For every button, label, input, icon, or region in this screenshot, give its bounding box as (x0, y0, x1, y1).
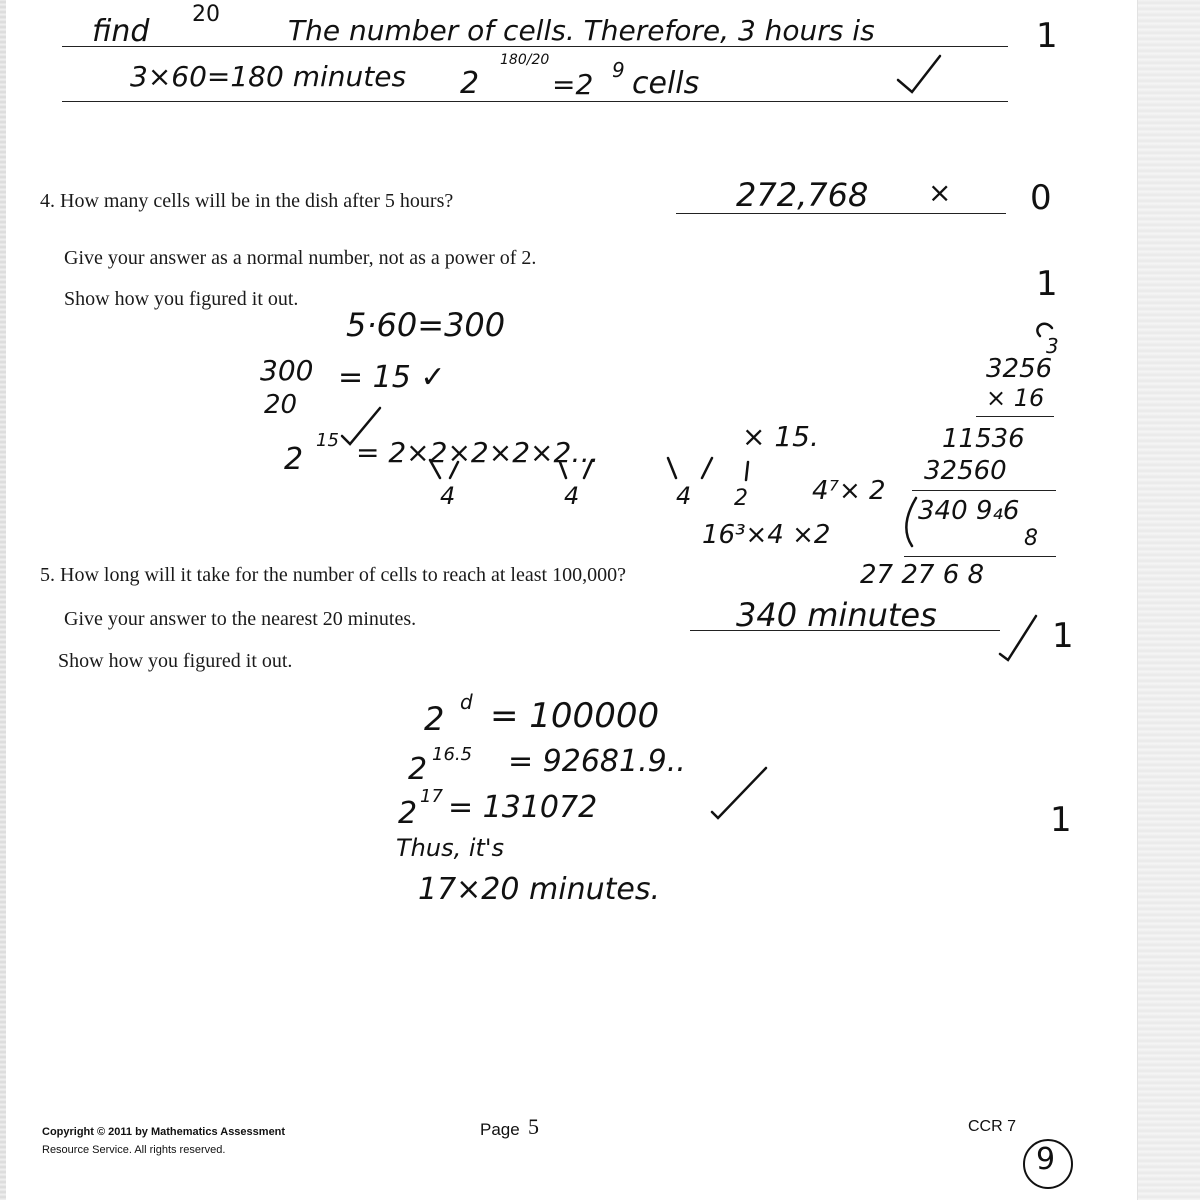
grouping-strokes-2 (668, 458, 748, 480)
q4-work-power-exp: 15 (316, 430, 339, 451)
q4-work-sum-b: 8 (1024, 526, 1038, 551)
form-code: CCR 7 (968, 1118, 1017, 1135)
check-mark-q5-work (712, 768, 766, 818)
q5-score-work: 1 (1050, 800, 1072, 840)
copyright-line-2: Resource Service. All rights reserved. (42, 1144, 226, 1156)
carryover-base: 2 (460, 66, 480, 101)
q5-work-line2-rest: = 92681.9.. (508, 744, 686, 779)
q4-work-group-2: 4 (564, 482, 580, 510)
q4-question: 4. How many cells will be in the dish after 5 hours? (40, 190, 454, 212)
q4-work-mult-carry: 3 (1046, 334, 1059, 358)
carryover-result: =2 (552, 68, 594, 101)
q4-work-frac-num: 300 (260, 354, 314, 387)
q4-work-line1: 5·60=300 (346, 306, 506, 344)
q5-work-line3-rest: = 131072 (448, 790, 598, 825)
carryover-calc: 3×60=180 minutes (130, 60, 407, 93)
q5-work-line1-exp: d (460, 690, 473, 714)
q4-work-power-base: 2 (284, 442, 304, 477)
carryover-statement: The number of cells. Therefore, 3 hours is (288, 14, 875, 47)
q5-work-line1-rest: = 100000 (490, 696, 660, 736)
q5-work-line2-base: 2 (408, 752, 428, 787)
q5-work-line5: 17×20 minutes. (418, 872, 660, 907)
q4-work-group-3: 4 (676, 482, 692, 510)
check-mark-carryover (898, 56, 940, 92)
carryover-note: 20 (192, 2, 220, 27)
grouping-strokes-1 (430, 460, 592, 478)
q5-work-line3-exp: 17 (420, 786, 443, 807)
page-number: 5 (528, 1114, 539, 1139)
q4-work-side-2: 16³×4 ×2 (702, 520, 831, 550)
q4-work-sum-result: 27 27 6 8 (860, 560, 985, 590)
q4-work-power-times: × 15. (742, 420, 819, 453)
check-mark-q4-exponent (342, 408, 380, 444)
q5-work-line3-base: 2 (398, 796, 418, 831)
q4-work-mult-top: 3256 (986, 354, 1053, 384)
carryover-result-exponent: 9 (612, 58, 625, 82)
q4-instruction-1: Give your answer as a normal number, not as a power of 2. (64, 247, 537, 269)
q4-work-mult-by: × 16 (986, 384, 1045, 412)
q5-question: 5. How long will it take for the number of cells to reach at least 100,000? (40, 564, 626, 586)
q4-work-frac-den: 20 (264, 390, 298, 420)
q4-work-group-1: 4 (440, 482, 456, 510)
q4-answer-mark: × (928, 176, 952, 209)
q4-work-power-expand: = 2×2×2×2×2… (356, 436, 600, 469)
q5-instruction-1: Give your answer to the nearest 20 minutes. (64, 608, 417, 630)
q5-answer: 340 minutes (736, 596, 937, 634)
q4-instruction-2: Show how you figured it out. (64, 288, 299, 310)
q4-score-answer: 0 (1030, 178, 1052, 218)
q4-work-frac-result: = 15 ✓ (338, 360, 446, 395)
q5-score-answer: 1 (1052, 616, 1074, 656)
q4-work-sum-a: 340 9₄6 (918, 496, 1020, 526)
page-label: Page (480, 1120, 520, 1139)
q5-work-line4: Thus, it's (396, 834, 505, 862)
check-mark-q5-answer (1000, 616, 1036, 660)
carryover-score: 1 (1036, 16, 1058, 56)
q4-score-work: 1 (1036, 264, 1058, 304)
arrow-squiggle (1037, 324, 1052, 336)
q4-work-mult-p1: 11536 (942, 424, 1025, 454)
carryover-exponent: 180/20 (500, 52, 550, 68)
q5-work-line1-base: 2 (424, 700, 445, 738)
q4-work-mult-p2: 32560 (924, 456, 1007, 486)
q4-answer: 272,768 (736, 176, 869, 214)
q4-work-group-4: 2 (734, 486, 748, 511)
total-score: 9 (1036, 1142, 1056, 1177)
q5-work-line2-exp: 16.5 (432, 744, 473, 765)
carryover-find: find (92, 14, 150, 49)
division-bracket (906, 498, 916, 546)
q5-instruction-2: Show how you figured it out. (58, 650, 293, 672)
carryover-unit: cells (632, 66, 700, 101)
copyright-line-1: Copyright © 2011 by Mathematics Assessment (42, 1126, 286, 1138)
q4-work-side-1: 4⁷× 2 (812, 476, 886, 506)
